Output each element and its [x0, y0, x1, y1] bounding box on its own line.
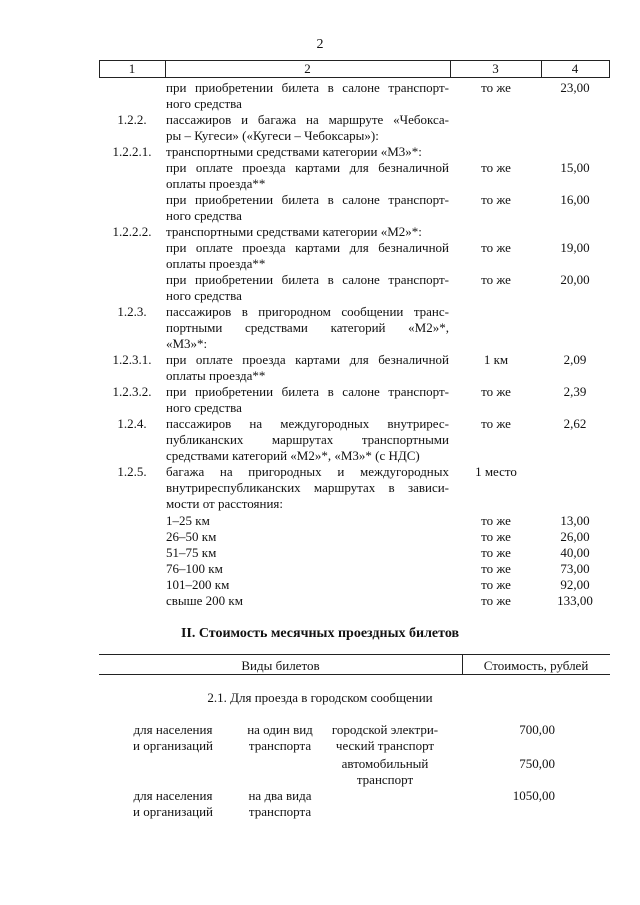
row-description	[166, 240, 449, 272]
description-line: при приобретении билета в салоне транспорт-	[166, 384, 449, 399]
description-line: пассажиров и багажа на маршруте «Чебокса-	[166, 112, 449, 127]
description-line: оплаты проезда**	[166, 368, 266, 383]
column-header-1: 1	[128, 61, 136, 76]
subsection-title: 2.1. Для проезда в городском сообщении	[207, 690, 433, 705]
row-unit: то же	[481, 160, 511, 175]
description-line: транспортными средствами категории «М3»*:	[166, 144, 422, 159]
row-unit: то же	[481, 561, 511, 576]
row-unit: то же	[481, 80, 511, 95]
description-line: при оплате проезда картами для безналичной	[166, 352, 449, 367]
table2-header-bottom-border	[99, 674, 610, 675]
row-description	[166, 545, 449, 561]
row-unit: то же	[481, 192, 511, 207]
row-unit: то же	[481, 577, 511, 592]
description-line: средствами категорий «М2»*, «М3»* (с НДС)	[166, 448, 420, 463]
row-value: 15,00	[560, 160, 590, 175]
description-line: пассажиров в пригородном сообщении транс-	[166, 304, 449, 319]
row-unit: то же	[481, 272, 511, 287]
row-description	[166, 80, 449, 112]
ticket-cost: 750,00	[519, 756, 555, 771]
description-line: оплаты проезда**	[166, 256, 266, 271]
description-line: 101–200 км	[166, 577, 230, 592]
ticket-cost: 1050,00	[512, 788, 555, 803]
row-description	[166, 224, 449, 240]
description-line: 76–100 км	[166, 561, 223, 576]
description-line: транспортными средствами категории «М2»*:	[166, 224, 422, 239]
row-description	[166, 160, 449, 192]
row-number: 1.2.2.	[117, 112, 147, 127]
row-unit: то же	[481, 240, 511, 255]
description-line: ного средства	[166, 288, 242, 303]
row-number: 1.2.2.1.	[112, 144, 152, 159]
column-header-ticket-types: Виды билетов	[241, 658, 320, 673]
table-top-border	[99, 60, 610, 61]
row-value: 20,00	[560, 272, 590, 287]
row-value: 73,00	[560, 561, 590, 576]
description-line: 1–25 км	[166, 513, 210, 528]
row-description	[166, 529, 449, 545]
description-line: ного средства	[166, 400, 242, 415]
row-description	[166, 416, 449, 464]
row-unit: 1 км	[483, 352, 509, 367]
transport-count: транспорта	[248, 738, 312, 753]
row-unit: то же	[481, 384, 511, 399]
row-description	[166, 144, 449, 160]
description-line: «М3»*:	[166, 336, 208, 351]
row-description	[166, 304, 449, 352]
ticket-holder-type: для населения	[133, 788, 213, 803]
row-unit: то же	[481, 529, 511, 544]
description-line: свыше 200 км	[166, 593, 243, 608]
ticket-holder-type: для населения	[133, 722, 213, 737]
transport-count: транспорта	[248, 804, 312, 819]
column-header-4: 4	[571, 61, 579, 76]
column-header-2: 2	[304, 61, 311, 76]
description-line: оплаты проезда**	[166, 176, 266, 191]
transport-count: на один вид	[247, 722, 313, 737]
row-number: 1.2.5.	[117, 464, 147, 479]
page-number: 2	[316, 37, 324, 52]
ticket-holder-type: и организаций	[133, 804, 213, 819]
row-number: 1.2.3.	[117, 304, 147, 319]
description-line: ного средства	[166, 96, 242, 111]
description-line: внутриреспубликанских маршрутах в зависи-	[166, 480, 449, 495]
transport-kind: ческий транспорт	[335, 738, 435, 753]
row-number: 1.2.3.2.	[112, 384, 152, 399]
transport-kind: городской электри-	[331, 722, 439, 737]
description-line: 26–50 км	[166, 529, 217, 544]
row-value: 133,00	[557, 593, 593, 608]
section-title: II. Стоимость месячных проездных билетов	[180, 626, 460, 641]
description-line: ного средства	[166, 208, 242, 223]
row-value: 40,00	[560, 545, 590, 560]
row-description	[166, 464, 449, 512]
row-description	[166, 577, 449, 593]
row-description	[166, 192, 449, 224]
description-line: при приобретении билета в салоне транспорт-	[166, 192, 449, 207]
row-unit: 1 место	[475, 464, 517, 479]
description-line: публиканских маршрутах транспортными	[166, 432, 449, 447]
row-unit: то же	[481, 593, 511, 608]
description-line: 51–75 км	[166, 545, 217, 560]
row-value: 2,09	[563, 352, 587, 367]
row-value: 23,00	[560, 80, 590, 95]
row-unit: то же	[481, 513, 511, 528]
description-line: мости от расстояния:	[166, 496, 284, 511]
row-description	[166, 593, 449, 609]
description-line: багажа на пригородных и междугородных	[166, 464, 449, 479]
description-line: при приобретении билета в салоне транспорт-	[166, 80, 449, 95]
row-value: 13,00	[560, 513, 590, 528]
description-line: при оплате проезда картами для безналичной	[166, 160, 449, 175]
row-description	[166, 384, 449, 416]
transport-count: на два вида	[248, 788, 312, 803]
row-value: 92,00	[560, 577, 590, 592]
row-value: 2,39	[563, 384, 587, 399]
column-header-3: 3	[492, 61, 499, 76]
description-line: при приобретении билета в салоне транспорт-	[166, 272, 449, 287]
column-header-cost: Стоимость, рублей	[483, 658, 589, 673]
row-description	[166, 352, 449, 384]
row-unit: то же	[481, 416, 511, 431]
row-number: 1.2.4.	[117, 416, 147, 431]
transport-kind: транспорт	[356, 772, 414, 787]
row-description	[166, 561, 449, 577]
row-description	[166, 112, 449, 144]
row-value: 16,00	[560, 192, 590, 207]
description-line: пассажиров на междугородных внутрирес-	[166, 416, 449, 431]
row-description	[166, 513, 449, 529]
transport-kind: автомобильный	[341, 756, 429, 771]
table2-top-border	[99, 654, 610, 655]
row-value: 26,00	[560, 529, 590, 544]
ticket-cost: 700,00	[519, 722, 555, 737]
row-value: 19,00	[560, 240, 590, 255]
ticket-holder-type: и организаций	[133, 738, 213, 753]
description-line: ры – Кугеси» («Кугеси – Чебоксары»):	[166, 128, 379, 143]
row-number: 1.2.3.1.	[112, 352, 152, 367]
row-unit: то же	[481, 545, 511, 560]
row-value: 2,62	[563, 416, 587, 431]
row-number: 1.2.2.2.	[112, 224, 152, 239]
description-line: при оплате проезда картами для безналичной	[166, 240, 449, 255]
description-line: портными средствами категорий «М2»*,	[166, 320, 449, 335]
table-col-divider	[609, 60, 610, 77]
row-description	[166, 272, 449, 304]
table-header-bottom-border	[99, 77, 610, 78]
